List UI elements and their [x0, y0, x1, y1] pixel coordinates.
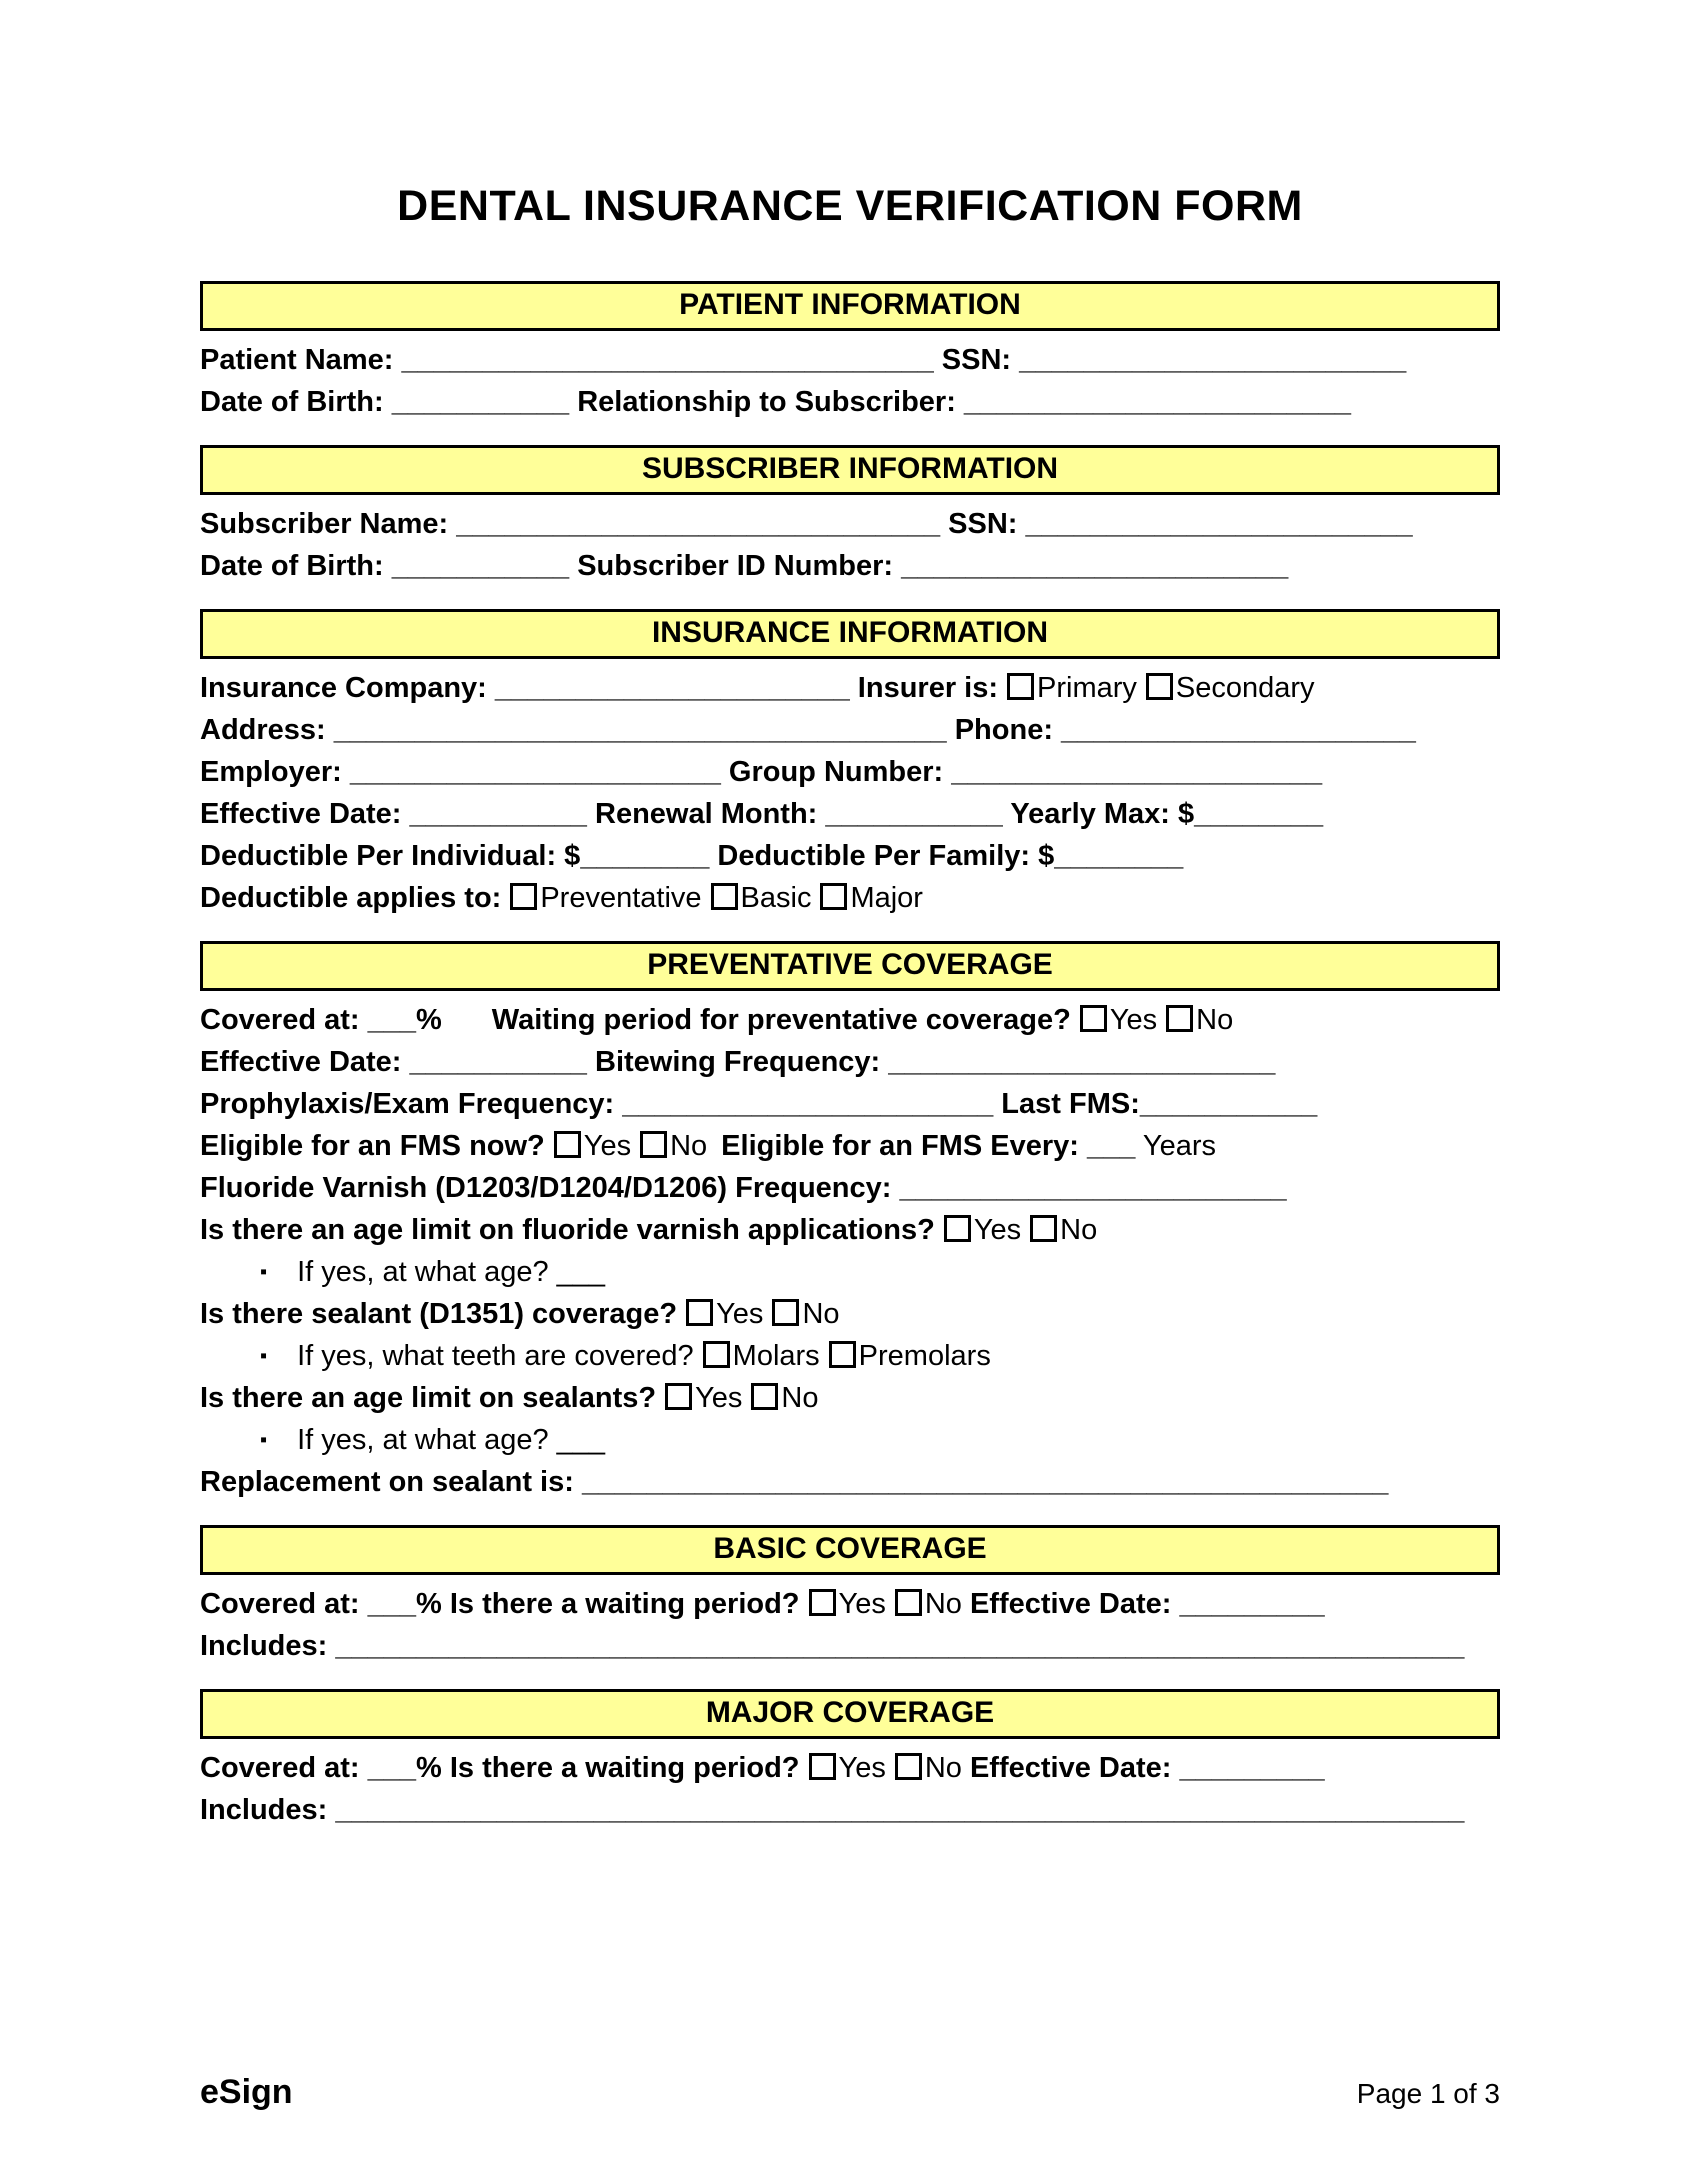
blank-field[interactable]: ________________________ [888, 1046, 1276, 1078]
form-line [200, 1171, 1500, 1205]
section-basic-coverage [200, 1525, 1500, 1663]
checkbox-label-yes: Yes [838, 1752, 886, 1784]
checkbox-label-no: No [924, 1588, 962, 1620]
blank-field[interactable]: ___ [556, 1424, 606, 1456]
blank-field[interactable]: ___ [367, 1752, 416, 1784]
blank-field[interactable]: ______________________________________ [333, 714, 947, 746]
section-header-subscriber-information: SUBSCRIBER INFORMATION [200, 445, 1500, 495]
checkbox-no[interactable] [895, 1589, 922, 1616]
checkbox-label-preventative: Preventative [540, 882, 702, 914]
field-label: Address: [200, 714, 334, 746]
blank-field[interactable]: ___________ [391, 386, 570, 418]
form-body [200, 281, 1500, 1827]
field-label: Effective Date: [200, 1046, 410, 1078]
form-line [200, 1339, 1500, 1373]
blank-field[interactable]: ___________ [391, 550, 570, 582]
field-label: Date of Birth: [200, 386, 392, 418]
field-text: Years [1135, 1130, 1217, 1162]
checkbox-label-no: No [924, 1752, 962, 1784]
field-label: Insurance Company: [200, 672, 495, 704]
blank-field[interactable]: ________________________ [901, 550, 1289, 582]
blank-field[interactable]: ___ [556, 1256, 606, 1288]
field-label: Subscriber Name: [200, 508, 457, 540]
field-label: Includes: [200, 1630, 336, 1662]
blank-field[interactable]: _________________________________ [401, 344, 934, 376]
checkbox-yes[interactable] [809, 1589, 836, 1616]
page-footer [200, 2073, 1500, 2112]
field-label: Prophylaxis/Exam Frequency: [200, 1088, 623, 1120]
section-header-insurance-information: INSURANCE INFORMATION [200, 609, 1500, 659]
checkbox-label-yes: Yes [1109, 1004, 1158, 1036]
form-line [200, 1129, 1500, 1163]
checkbox-label-premolars: Premolars [858, 1340, 991, 1372]
checkbox-label-no: No [1060, 1214, 1098, 1246]
blank-field[interactable]: ________ [1194, 798, 1324, 830]
blank-field[interactable]: ___________ [825, 798, 1003, 830]
checkbox-primary[interactable] [1007, 673, 1034, 700]
checkbox-secondary[interactable] [1146, 673, 1173, 700]
field-label: Waiting period for preventative coverage? [491, 1004, 1071, 1036]
checkbox-label-yes: Yes [973, 1214, 1022, 1246]
field-label: Effective Date: [200, 798, 410, 830]
field-label: Renewal Month: [586, 798, 826, 830]
field-label: Subscriber ID Number: [569, 550, 902, 582]
blank-field[interactable]: ________ [1054, 840, 1184, 872]
field-label: Covered at: [200, 1752, 368, 1784]
checkbox-no[interactable] [751, 1383, 778, 1410]
section-major-coverage [200, 1689, 1500, 1827]
field-label: Eligible for an FMS Every: [721, 1130, 1087, 1162]
checkbox-label-no: No [802, 1298, 840, 1330]
field-label: Group Number: [720, 756, 952, 788]
checkbox-yes[interactable] [686, 1299, 713, 1326]
blank-field[interactable]: _______________________ [622, 1088, 994, 1120]
checkbox-label-secondary: Secondary [1175, 672, 1315, 704]
field-label: Patient Name: [200, 344, 402, 376]
field-label: Employer: [200, 756, 350, 788]
form-line [200, 1255, 1500, 1289]
field-label: Replacement on sealant is: [200, 1466, 582, 1498]
checkbox-no[interactable] [772, 1299, 799, 1326]
field-text: If yes, at what age? [297, 1256, 557, 1288]
blank-field[interactable]: ________________________ [899, 1172, 1287, 1204]
blank-field[interactable]: _______________________ [349, 756, 721, 788]
checkbox-no[interactable] [1030, 1215, 1057, 1242]
form-line [200, 507, 1500, 541]
field-label: Insurer is: [849, 672, 999, 704]
esign-logo: eSign [200, 2073, 293, 2111]
field-label: SSN: [933, 344, 1020, 376]
field-label: Date of Birth: [200, 550, 392, 582]
form-title: DENTAL INSURANCE VERIFICATION FORM [397, 182, 1303, 230]
field-label: Deductible Per Individual: $ [200, 840, 581, 872]
checkbox-yes[interactable] [554, 1131, 581, 1158]
field-label: Yearly Max: $ [1002, 798, 1195, 830]
bullet-icon: ▪ [260, 1261, 268, 1283]
field-label: Deductible applies to: [200, 882, 502, 914]
checkbox-label-molars: Molars [732, 1340, 820, 1372]
blank-field[interactable]: __________________________________________________ [581, 1466, 1389, 1498]
blank-field[interactable]: _______________________ [951, 756, 1323, 788]
spacer [707, 1154, 721, 1155]
blank-field[interactable]: ___________ [409, 1046, 587, 1078]
field-label: % Is there a waiting period? [416, 1588, 800, 1620]
blank-field[interactable]: ________________________ [1025, 508, 1413, 540]
form-line [200, 1297, 1500, 1331]
field-label: Effective Date: [961, 1588, 1180, 1620]
field-label: Covered at: [200, 1004, 368, 1036]
section-header-basic-coverage: BASIC COVERAGE [200, 1525, 1500, 1575]
form-line [200, 713, 1500, 747]
checkbox-no[interactable] [640, 1131, 667, 1158]
form-line [200, 755, 1500, 789]
checkbox-premolars[interactable] [829, 1341, 856, 1368]
form-line [200, 839, 1500, 873]
checkbox-label-no: No [1196, 1004, 1234, 1036]
blank-field[interactable]: ______________________________________________________________________ [335, 1794, 1465, 1826]
section-header-preventative-coverage: PREVENTATIVE COVERAGE [200, 941, 1500, 991]
form-line [200, 1003, 1500, 1037]
field-label: Effective Date: [961, 1752, 1180, 1784]
form-line [200, 797, 1500, 831]
blank-field[interactable]: _________ [1179, 1752, 1325, 1784]
field-label: Relationship to Subscriber: [569, 386, 964, 418]
form-line [200, 1423, 1500, 1457]
field-text: If yes, at what age? [297, 1424, 557, 1456]
checkbox-yes[interactable] [809, 1753, 836, 1780]
field-label: SSN: [940, 508, 1026, 540]
section-patient-information [200, 281, 1500, 419]
checkbox-yes[interactable] [665, 1383, 692, 1410]
checkbox-molars[interactable] [703, 1341, 730, 1368]
spacer [442, 1028, 492, 1029]
checkbox-yes[interactable] [1080, 1005, 1107, 1032]
section-header-major-coverage: MAJOR COVERAGE [200, 1689, 1500, 1739]
blank-field[interactable]: ________________________ [1019, 344, 1407, 376]
checkbox-label-yes: Yes [838, 1588, 886, 1620]
blank-field[interactable]: ________________________ [963, 386, 1352, 418]
form-line [200, 671, 1500, 705]
bullet-icon: ▪ [260, 1429, 268, 1451]
blank-field[interactable]: ______________________ [1061, 714, 1416, 746]
form-line [200, 549, 1500, 583]
blank-field[interactable]: ______________________ [494, 672, 850, 704]
field-label: Is there an age limit on sealants? [200, 1382, 657, 1414]
field-label: Fluoride Varnish (D1203/D1204/D1206) Frequency: [200, 1172, 900, 1204]
form-line [200, 881, 1500, 915]
form-line [200, 1381, 1500, 1415]
checkbox-no[interactable] [895, 1753, 922, 1780]
blank-field[interactable]: ___________ [409, 798, 587, 830]
form-line [200, 1751, 1500, 1785]
blank-field[interactable]: ___ [1086, 1130, 1136, 1162]
checkbox-major[interactable] [820, 883, 847, 910]
checkbox-label-yes: Yes [716, 1298, 764, 1330]
form-line [200, 343, 1500, 377]
form-line [200, 1087, 1500, 1121]
checkbox-label-primary: Primary [1037, 672, 1137, 704]
bullet-icon: ▪ [260, 1345, 268, 1367]
page-number-label: Page 1 of 3 [1356, 2078, 1500, 2109]
field-label: Eligible for an FMS now? [200, 1130, 545, 1162]
blank-field[interactable]: ______________________________________________________________________ [335, 1630, 1465, 1662]
checkbox-label-yes: Yes [583, 1130, 632, 1162]
section-insurance-information [200, 609, 1500, 915]
field-label: Bitewing Frequency: [586, 1046, 889, 1078]
field-label: Is there an age limit on fluoride varnish applications? [200, 1214, 935, 1246]
field-label: Covered at: [200, 1588, 368, 1620]
blank-field[interactable]: _________ [1179, 1588, 1325, 1620]
section-subscriber-information [200, 445, 1500, 583]
checkbox-label-major: Major [850, 882, 923, 914]
form-line [200, 1587, 1500, 1621]
field-text: If yes, what teeth are covered? [297, 1340, 694, 1372]
field-label: Phone: [946, 714, 1062, 746]
form-line [200, 1629, 1500, 1663]
checkbox-label-basic: Basic [740, 882, 812, 914]
checkbox-label-yes: Yes [695, 1382, 743, 1414]
field-label: Includes: [200, 1794, 336, 1826]
checkbox-basic[interactable] [711, 883, 738, 910]
checkbox-label-no: No [670, 1130, 708, 1162]
field-label: Deductible Per Family: $ [709, 840, 1055, 872]
section-preventative-coverage [200, 941, 1500, 1499]
form-line [200, 1465, 1500, 1499]
checkbox-yes[interactable] [944, 1215, 971, 1242]
blank-field[interactable]: ___________ [1139, 1088, 1318, 1120]
checkbox-preventative[interactable] [510, 883, 537, 910]
field-label: % Is there a waiting period? [416, 1752, 800, 1784]
blank-field[interactable]: ________ [580, 840, 710, 872]
form-line [200, 1793, 1500, 1827]
form-line [200, 1045, 1500, 1079]
form-line [200, 1213, 1500, 1247]
checkbox-label-no: No [781, 1382, 819, 1414]
blank-field[interactable]: ___ [367, 1588, 416, 1620]
field-label: % [416, 1004, 442, 1036]
blank-field[interactable]: ______________________________ [456, 508, 941, 540]
blank-field[interactable]: ___ [367, 1004, 416, 1036]
form-line [200, 385, 1500, 419]
checkbox-no[interactable] [1166, 1005, 1193, 1032]
section-header-patient-information: PATIENT INFORMATION [200, 281, 1500, 331]
field-label: Is there sealant (D1351) coverage? [200, 1298, 678, 1330]
field-label: Last FMS: [993, 1088, 1140, 1120]
